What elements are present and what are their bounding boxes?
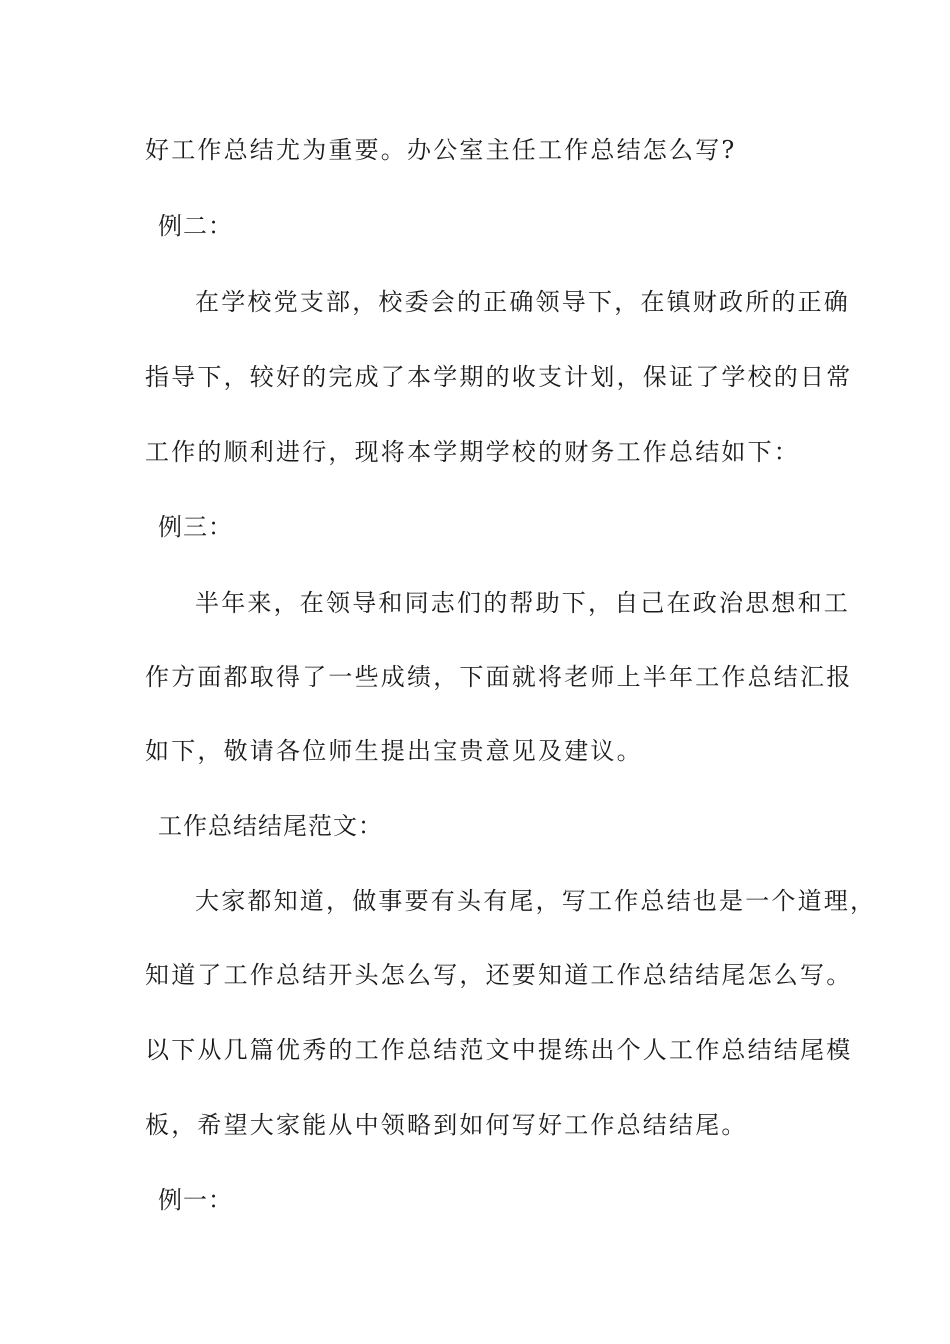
- paragraph-line: 在学校党支部，校委会的正确领导下，在镇财政所的正确: [195, 288, 850, 316]
- paragraph-line: 指导下，较好的完成了本学期的收支计划，保证了学校的日常: [145, 363, 853, 391]
- paragraph-line: 好工作总结尤为重要。办公室主任工作总结怎么写?: [145, 136, 737, 164]
- section-heading: 工作总结结尾范文：: [158, 812, 383, 840]
- paragraph-line: 工作的顺利进行，现将本学期学校的财务工作总结如下：: [145, 438, 800, 466]
- paragraph-line: 知道了工作总结开头怎么写，还要知道工作总结结尾怎么写。: [145, 961, 853, 989]
- section-heading: 例二：: [158, 212, 233, 240]
- paragraph-line: 作方面都取得了一些成绩，下面就将老师上半年工作总结汇报: [145, 663, 853, 691]
- section-heading: 例三：: [158, 513, 233, 541]
- paragraph-line: 大家都知道，做事要有头有尾，写工作总结也是一个道理，: [195, 887, 877, 915]
- paragraph-line: 如下，敬请各位师生提出宝贵意见及建议。: [145, 737, 643, 765]
- section-heading: 例一：: [158, 1186, 233, 1214]
- paragraph-line: 板，希望大家能从中领略到如何写好工作总结结尾。: [145, 1111, 748, 1139]
- paragraph-line: 半年来，在领导和同志们的帮助下，自己在政治思想和工: [195, 589, 850, 617]
- paragraph-line: 以下从几篇优秀的工作总结范文中提练出个人工作总结结尾模: [145, 1036, 853, 1064]
